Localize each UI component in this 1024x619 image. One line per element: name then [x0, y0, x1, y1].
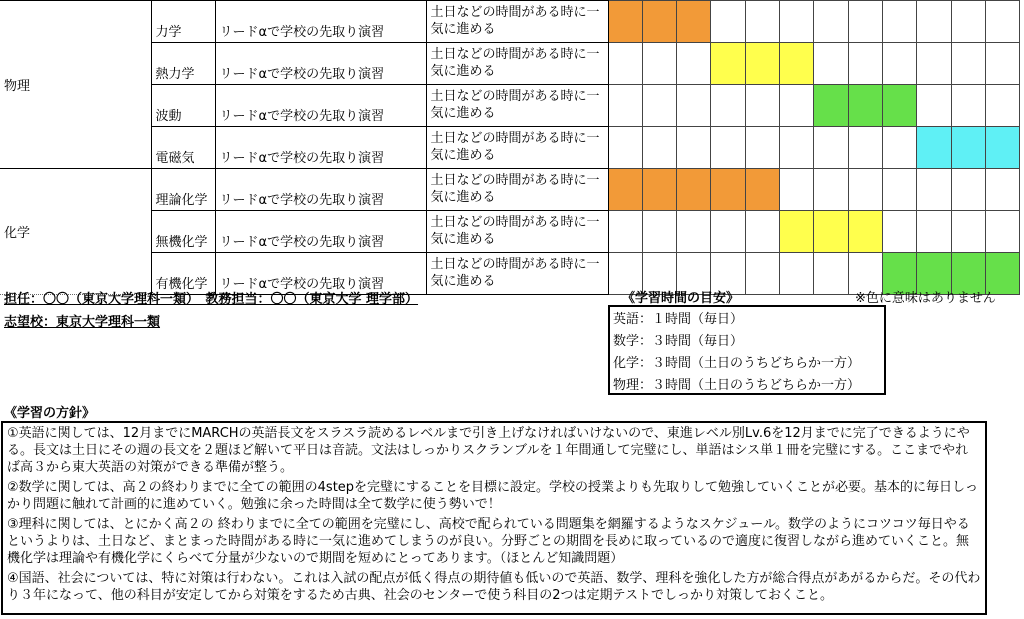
method-note: 土日などの時間がある時に一気に進める — [426, 169, 608, 211]
schedule-cell — [642, 127, 676, 169]
guide-item-math: 数学：３時間（毎日） — [613, 334, 744, 349]
goal-line: 志望校：東京大学理科一類 — [4, 315, 161, 330]
schedule-cell — [848, 127, 882, 169]
policy-item-math: ②数学に関しては、高２の終わりまでに全ての範囲の4stepを完璧にすることを目標に設定。学校の授業よりも先取りして勉強していくことが必要。基本的に毎日しっかり問題に触れて計画的に進めていく。勉強に余った時間は全て数学に使う勢いで！ — [7, 480, 979, 512]
method-note: 土日などの時間がある時に一気に進める — [426, 211, 608, 253]
schedule-cell — [677, 85, 711, 127]
schedule-cell — [677, 1, 711, 43]
schedule-cell — [848, 1, 882, 43]
material-text: リードαで学校の先取り演習 — [215, 1, 426, 43]
schedule-cell — [814, 169, 848, 211]
material-text: リードαで学校の先取り演習 — [215, 169, 426, 211]
schedule-cell — [848, 169, 882, 211]
schedule-table — [0, 0, 1020, 295]
schedule-cell — [608, 127, 642, 169]
schedule-cell — [848, 43, 882, 85]
guide-item-physics: 物理：３時間（土日のうちどちらか一方） — [613, 378, 861, 393]
staff-line: 担任：〇〇（東京大学理科一類） 教務担当：〇〇（東京大学 理学部） — [4, 292, 419, 307]
schedule-cell — [711, 127, 745, 169]
schedule-cell — [951, 1, 985, 43]
schedule-cell — [883, 169, 917, 211]
subfield-name: 電磁気 — [151, 127, 215, 169]
subfield-name: 熱力学 — [151, 43, 215, 85]
study-time-box — [608, 305, 886, 395]
method-note: 土日などの時間がある時に一気に進める — [426, 43, 608, 85]
schedule-row — [0, 127, 1020, 169]
schedule-cell — [917, 211, 951, 253]
schedule-cell — [608, 1, 642, 43]
schedule-row — [0, 85, 1020, 127]
schedule-cell — [711, 211, 745, 253]
schedule-cell — [780, 169, 814, 211]
schedule-cell — [883, 211, 917, 253]
schedule-cell — [814, 85, 848, 127]
policy-title: 《学習の方針》 — [4, 406, 96, 421]
subfield-name: 無機化学 — [151, 211, 215, 253]
schedule-cell — [780, 127, 814, 169]
subfield-name: 波動 — [151, 85, 215, 127]
schedule-cell — [951, 85, 985, 127]
schedule-cell — [917, 169, 951, 211]
schedule-cell — [608, 85, 642, 127]
schedule-cell — [883, 43, 917, 85]
schedule-cell — [711, 1, 745, 43]
schedule-cell — [677, 169, 711, 211]
schedule-cell — [986, 1, 1020, 43]
schedule-cell — [780, 43, 814, 85]
method-note: 土日などの時間がある時に一気に進める — [426, 1, 608, 43]
material-text: リードαで学校の先取り演習 — [215, 211, 426, 253]
method-note: 土日などの時間がある時に一気に進める — [426, 127, 608, 169]
schedule-cell — [608, 43, 642, 85]
schedule-cell — [677, 43, 711, 85]
guide-item-english: 英語：１時間（毎日） — [613, 312, 744, 327]
schedule-cell — [780, 253, 814, 295]
schedule-cell — [745, 253, 779, 295]
schedule-cell — [745, 1, 779, 43]
schedule-cell — [986, 85, 1020, 127]
policy-item-science: ③理科に関しては、とにかく高２の 終わりまでに全ての範囲を完璧にし、高校で配られている問題集を網羅するようなスケジュール。数学のようにコツコツ毎日やるというよりは、土日など、まとまった時間がある時に一気に進めてしまうのが良い。分野ごとの期間を長めに取っているので適度に復習しながら進めていくこと。無機化学は理論や有機化学にくらべて分量が少ないので期間を短めにとってあります。（ほとんど知識問題） — [7, 517, 970, 566]
schedule-cell — [883, 127, 917, 169]
schedule-cell — [848, 85, 882, 127]
schedule-cell — [642, 211, 676, 253]
guide-item-chemistry: 化学：３時間（土日のうちどちらか一方） — [613, 356, 861, 371]
schedule-cell — [814, 43, 848, 85]
schedule-cell — [951, 211, 985, 253]
policy-item-english: ①英語に関しては、12月までにMARCHの英語長文をスラスラ読めるレベルまで引き上げなければいけないので、東進レベル別Lv.6を12月までに完了できるようにやる。長文は土日にその週の長文を２題ほど解いて平日は音読。文法はしっかりスクランブルを１年間通して完璧にし、単語はシス単１冊を完璧にする。ここまでやれば高３から東大英語の対策ができる準備が整う。 — [7, 426, 970, 475]
subfield-name: 力学 — [151, 1, 215, 43]
schedule-cell — [745, 169, 779, 211]
material-text: リードαで学校の先取り演習 — [215, 43, 426, 85]
schedule-cell — [848, 211, 882, 253]
material-text: リードαで学校の先取り演習 — [215, 85, 426, 127]
method-note: 土日などの時間がある時に一気に進める — [426, 253, 608, 295]
schedule-row — [0, 43, 1020, 85]
schedule-cell — [986, 43, 1020, 85]
policy-item-japanese-social: ④国語、社会については、特に対策は行わない。これは入試の配点が低く得点の期待値も低いので英語、数学、理科を強化した方が総合得点があがるからだ。その代わり３年になって、他の科目が安定してから対策をするため古典、社会のセンターで使う科目の2つは定期テストでしっかり対策しておくこと。 — [7, 571, 981, 603]
schedule-cell — [608, 211, 642, 253]
schedule-cell — [780, 85, 814, 127]
schedule-cell — [677, 127, 711, 169]
schedule-cell — [642, 85, 676, 127]
schedule-cell — [917, 43, 951, 85]
schedule-cell — [711, 85, 745, 127]
schedule-cell — [951, 43, 985, 85]
schedule-cell — [677, 211, 711, 253]
schedule-cell — [951, 127, 985, 169]
schedule-row — [0, 211, 1020, 253]
schedule-cell — [951, 169, 985, 211]
schedule-cell — [917, 1, 951, 43]
schedule-cell — [917, 127, 951, 169]
schedule-cell — [883, 1, 917, 43]
schedule-row — [0, 1, 1020, 43]
subject-name: 物理 — [0, 1, 151, 169]
material-text: リードαで学校の先取り演習 — [215, 127, 426, 169]
schedule-cell — [780, 211, 814, 253]
schedule-cell — [608, 169, 642, 211]
schedule-cell — [745, 85, 779, 127]
schedule-cell — [711, 43, 745, 85]
schedule-cell — [780, 1, 814, 43]
guide-title: 《学習時間の目安》 — [622, 291, 740, 306]
material-text: リードαで学校の先取り演習 — [215, 253, 426, 295]
schedule-cell — [745, 127, 779, 169]
schedule-cell — [883, 85, 917, 127]
schedule-cell — [814, 127, 848, 169]
schedule-cell — [642, 1, 676, 43]
schedule-cell — [745, 211, 779, 253]
schedule-cell — [745, 43, 779, 85]
schedule-cell — [711, 169, 745, 211]
method-note: 土日などの時間がある時に一気に進める — [426, 85, 608, 127]
schedule-cell — [986, 169, 1020, 211]
schedule-cell — [986, 211, 1020, 253]
policy-box — [1, 421, 987, 615]
schedule-cell — [642, 43, 676, 85]
schedule-cell — [986, 127, 1020, 169]
color-note: ※色に意味はありません — [855, 291, 996, 306]
schedule-cell — [814, 211, 848, 253]
schedule-cell — [814, 253, 848, 295]
subfield-name: 有機化学 — [151, 253, 215, 295]
schedule-cell — [814, 1, 848, 43]
schedule-cell — [642, 169, 676, 211]
subfield-name: 理論化学 — [151, 169, 215, 211]
schedule-cell — [917, 85, 951, 127]
schedule-row — [0, 169, 1020, 211]
subject-name: 化学 — [0, 169, 151, 295]
